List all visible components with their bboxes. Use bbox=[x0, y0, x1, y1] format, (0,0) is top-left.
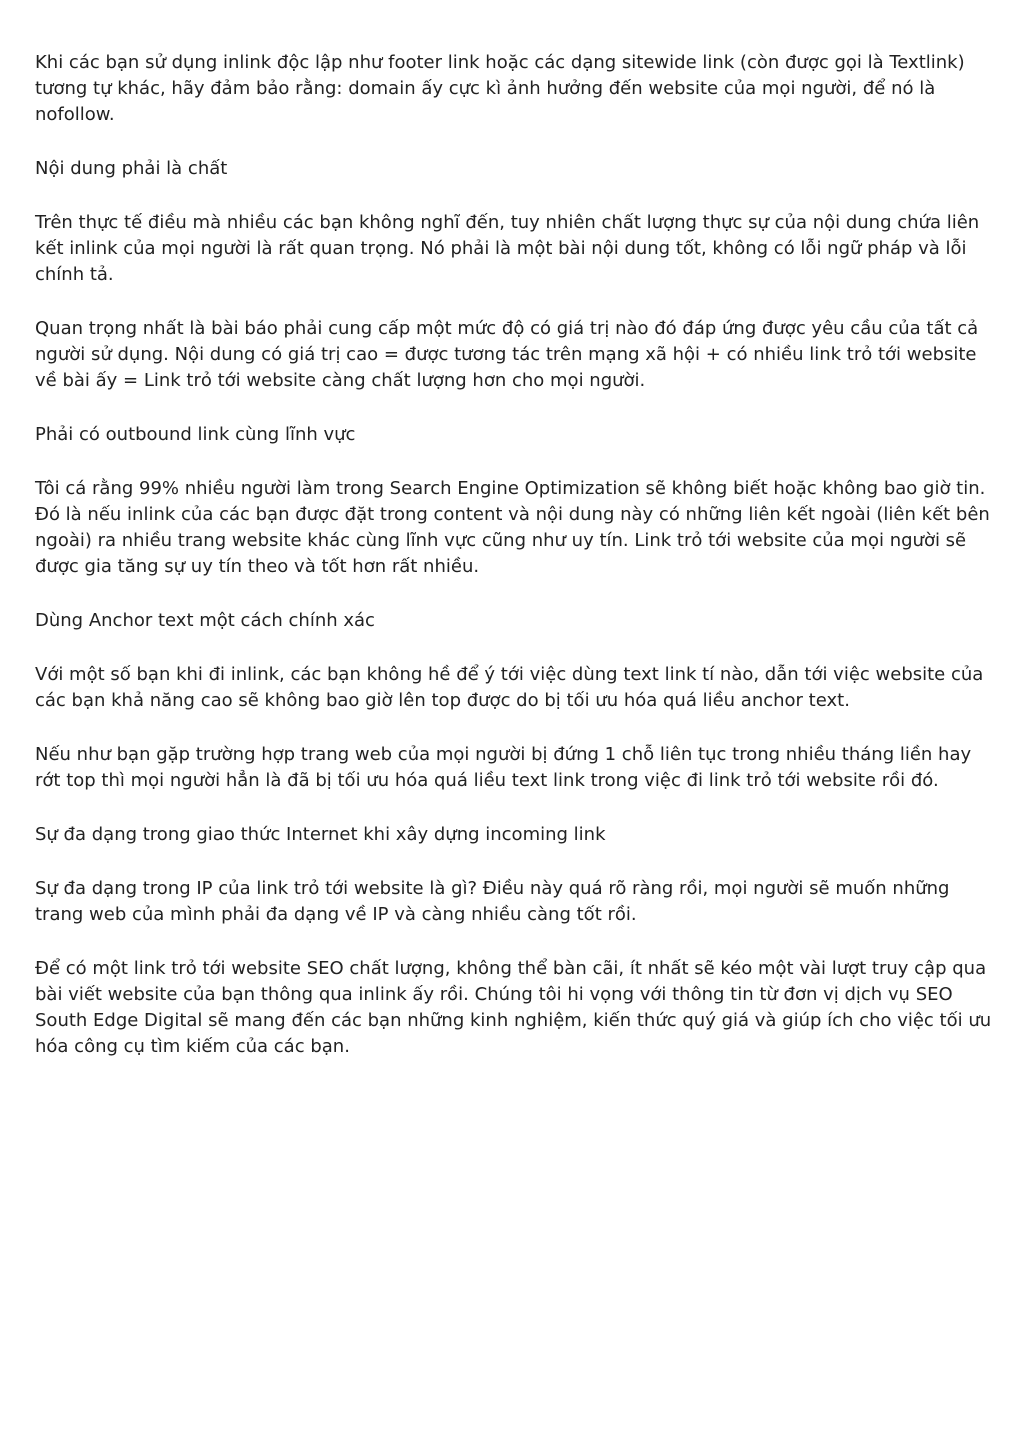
section-heading-anchor-text: Dùng Anchor text một cách chính xác bbox=[35, 610, 375, 631]
paragraph-content-quality: Trên thực tế điều mà nhiều các bạn không nghĩ đến, tuy nhiên chất lượng thực sự của nội dung chứa liên kết inlink của mọi người là rất quan trọng. Nó phải là một bài nội dung tốt, không có lỗi ngữ pháp và lỗi chính tả. bbox=[35, 212, 980, 285]
paragraph-value: Quan trọng nhất là bài báo phải cung cấp một mức độ có giá trị nào đó đáp ứng được yêu cầu của tất cả người sử dụng. Nội dung có giá trị cao = được tương tác trên mạng xã hội + có nhiều link trỏ tới website về bài ấy = Link trỏ tới website càng chất lượng hơn cho mọi người. bbox=[35, 318, 979, 391]
paragraph-conclusion: Để có một link trỏ tới website SEO chất lượng, không thể bàn cãi, ít nhất sẽ kéo một vài lượt truy cập qua bài viết website của bạn thông qua inlink ấy rồi. Chúng tôi hi vọng với thông tin từ đơn vị dịch vụ SEO South Edge Digital sẽ mang đến các bạn những kinh nghiệm, kiến thức quý giá và giúp ích cho việc tối ưu hóa công cụ tìm kiếm của các bạn. bbox=[35, 958, 992, 1057]
paragraph-anchor-text: Với một số bạn khi đi inlink, các bạn không hề để ý tới việc dùng text link tí nào, dẫn tới việc website của các bạn khả năng cao sẽ không bao giờ lên top được do bị tối ưu hóa quá liều anchor text. bbox=[35, 664, 984, 711]
paragraph-footer-link: Khi các bạn sử dụng inlink độc lập như footer link hoặc các dạng sitewide link (còn được gọi là Textlink) tương tự khác, hãy đảm bảo rằng: domain ấy cực kì ảnh hưởng đến website của mọi người, để nó là nofollow. bbox=[35, 52, 965, 125]
document-page bbox=[35, 50, 995, 1088]
section-heading-outbound-link: Phải có outbound link cùng lĩnh vực bbox=[35, 424, 356, 445]
section-heading-content-quality: Nội dung phải là chất bbox=[35, 158, 228, 179]
paragraph-over-optimization: Nếu như bạn gặp trường hợp trang web của mọi người bị đứng 1 chỗ liên tục trong nhiều tháng liền hay rớt top thì mọi người hẳn là đã bị tối ưu hóa quá liều text link trong việc đi link trỏ tới website rồi đó. bbox=[35, 744, 972, 791]
section-heading-ip-diversity: Sự đa dạng trong giao thức Internet khi xây dựng incoming link bbox=[35, 824, 606, 845]
paragraph-outbound-link: Tôi cá rằng 99% nhiều người làm trong Search Engine Optimization sẽ không biết hoặc không bao giờ tin. Đó là nếu inlink của các bạn được đặt trong content và nội dung này có những liên kết ngoài (liên kết bên ngoài) ra nhiều trang website khác cùng lĩnh vực cũng như uy tín. Link trỏ tới website của mọi người sẽ được gia tăng sự uy tín theo và tốt hơn rất nhiều. bbox=[35, 478, 990, 577]
paragraph-ip-diversity: Sự đa dạng trong IP của link trỏ tới website là gì? Điều này quá rõ ràng rồi, mọi người sẽ muốn những trang web của mình phải đa dạng về IP và càng nhiều càng tốt rồi. bbox=[35, 878, 950, 925]
